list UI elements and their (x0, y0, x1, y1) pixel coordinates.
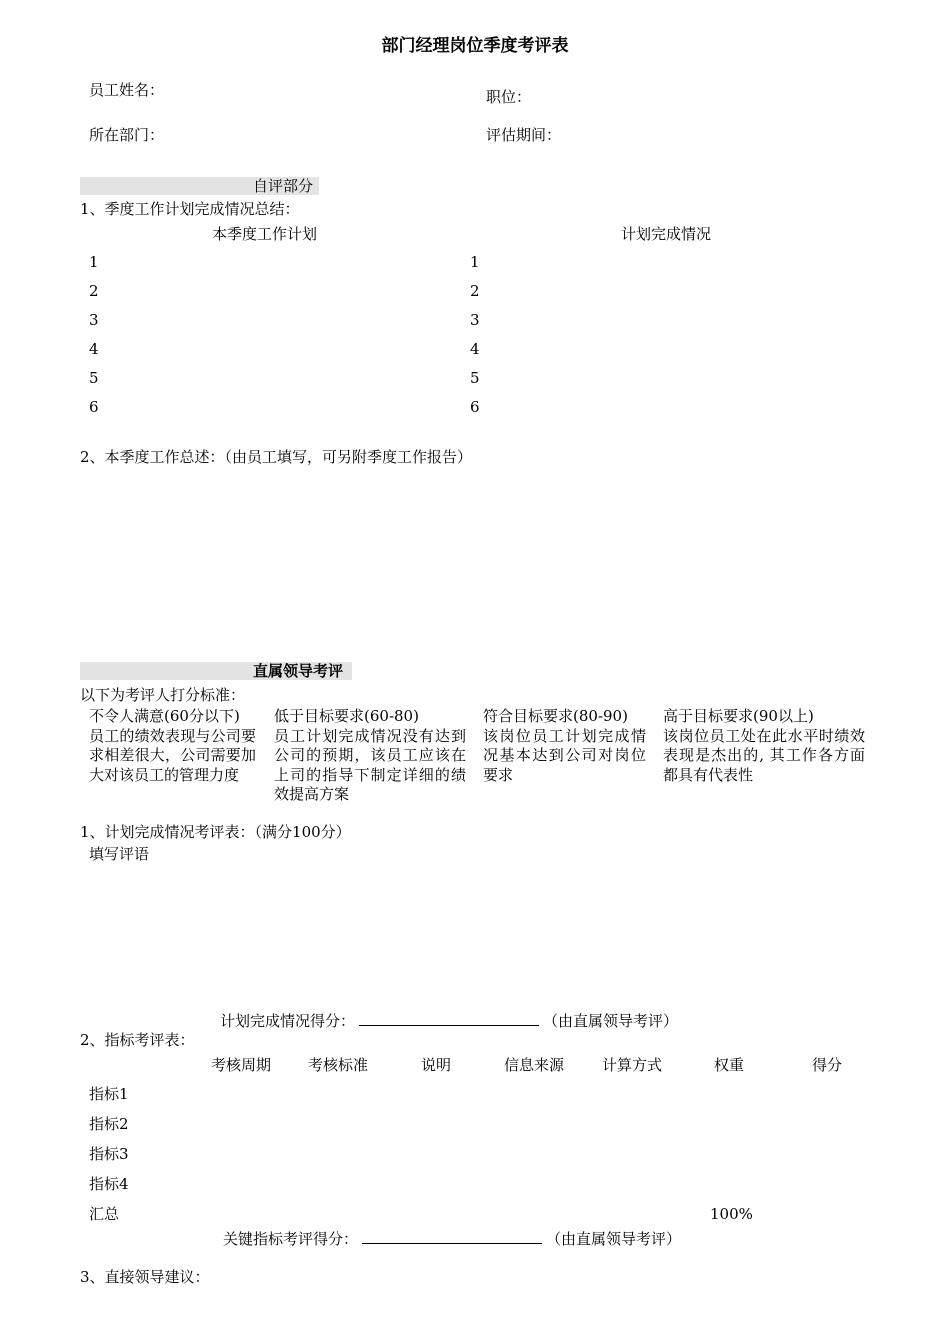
kpi-header-calculation: 计算方式 (601, 1056, 662, 1074)
kpi-score-label: 关键指标考评得分： (223, 1230, 359, 1248)
done-row-number: 6 (470, 398, 480, 416)
leader-eval-q1: 1、计划完成情况考评表：（满分100分） (80, 823, 351, 841)
standard-title: 高于目标要求(90以上) (663, 707, 814, 725)
self-eval-q1: 1、季度工作计划完成情况总结： (80, 200, 300, 218)
plan-row-number: 2 (89, 282, 99, 300)
plan-score-line (220, 1011, 678, 1032)
kpi-header-period: 考核周期 (210, 1056, 271, 1074)
standard-below-target (274, 707, 466, 805)
leader-eval-q3: 3、直接领导建议： (80, 1268, 210, 1286)
period-label: 评估期间： (486, 126, 562, 144)
leader-eval-band-label: 直属领导考评 (253, 662, 344, 680)
kpi-header-standard: 考核标准 (307, 1056, 368, 1074)
plan-score-note: （由直属领导考评） (543, 1012, 679, 1030)
done-row-number: 5 (470, 369, 480, 387)
kpi-score-blank[interactable] (362, 1229, 542, 1244)
plan-row-number: 5 (89, 369, 99, 387)
kpi-total-weight: 100% (710, 1205, 753, 1223)
plan-score-blank[interactable] (359, 1011, 539, 1026)
standard-title: 符合目标要求(80-90) (483, 707, 628, 725)
standard-above-target (663, 707, 865, 785)
plan-score-label: 计划完成情况得分： (220, 1012, 356, 1030)
done-row-number: 1 (470, 253, 480, 271)
plan-row-number: 3 (89, 311, 99, 329)
kpi-row-label: 指标2 (89, 1115, 129, 1133)
plan-row-number: 6 (89, 398, 99, 416)
done-row-number: 2 (470, 282, 480, 300)
kpi-header-source: 信息来源 (503, 1056, 564, 1074)
kpi-header-weight: 权重 (713, 1056, 744, 1074)
self-eval-band-label: 自评部分 (253, 177, 314, 195)
leader-eval-q2: 2、指标考评表： (80, 1031, 195, 1049)
standards-intro: 以下为考评人打分标准： (80, 686, 246, 704)
standard-meets-target (483, 707, 646, 785)
standard-desc: 员工计划完成情况没有达到公司的预期，该员工应该在上司的指导下制定详细的绩效提高方案 (274, 726, 466, 803)
kpi-score-note: （由直属领导考评） (546, 1230, 682, 1248)
kpi-row-label: 指标1 (89, 1085, 129, 1103)
standard-title: 低于目标要求(60-80) (274, 707, 419, 725)
standard-desc: 员工的绩效表现与公司要求相差很大，公司需要加大对该员工的管理力度 (89, 726, 256, 784)
department-label: 所在部门： (89, 126, 165, 144)
kpi-row-label: 指标3 (89, 1145, 129, 1163)
plan-row-number: 4 (89, 340, 99, 358)
plan-row-number: 1 (89, 253, 99, 271)
col-header-plan: 本季度工作计划 (212, 225, 318, 243)
kpi-score-line (223, 1229, 681, 1250)
position-label: 职位： (486, 88, 532, 106)
self-eval-q2: 2、本季度工作总述：（由员工填写，可另附季度工作报告） (80, 448, 473, 466)
standard-desc: 该岗位员工处在此水平时绩效表现是杰出的, 其工作各方面都具有代表性 (663, 726, 865, 784)
employee-name-label: 员工姓名： (89, 81, 165, 99)
standard-title: 不令人满意(60分以下) (89, 707, 240, 725)
page-title: 部门经理岗位季度考评表 (381, 36, 569, 56)
kpi-header-description: 说明 (420, 1056, 451, 1074)
comment-label: 填写评语 (89, 845, 150, 863)
standard-unsatisfactory (89, 707, 256, 785)
kpi-header-score: 得分 (811, 1056, 842, 1074)
standard-desc: 该岗位员工计划完成情况基本达到公司对岗位要求 (483, 726, 646, 784)
done-row-number: 3 (470, 311, 480, 329)
kpi-total-label: 汇总 (89, 1205, 120, 1223)
col-header-done: 计划完成情况 (621, 225, 712, 243)
done-row-number: 4 (470, 340, 480, 358)
kpi-row-label: 指标4 (89, 1175, 129, 1193)
